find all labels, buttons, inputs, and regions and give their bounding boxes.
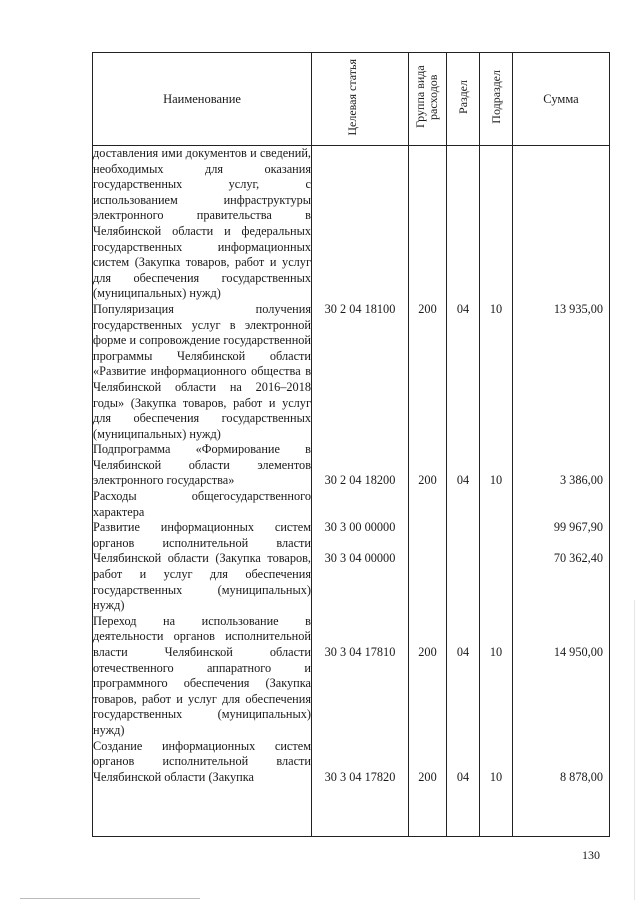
row-5-subsection: 10 bbox=[489, 645, 503, 659]
subsection-column bbox=[480, 146, 513, 837]
row-1-name: доставления ими документов и сведений, необходимых для оказания государственных услуг, с использованием инфраструктуры электронного правительства в Челябинской области и федеральных государственных информационных систем (Закупка товаров, работ и услуг для обеспечения государственных (муниципальных) нужд) bbox=[93, 146, 311, 301]
row-6-code: 30 3 04 17820 bbox=[324, 770, 396, 784]
row-2-sum: 3 386,00 bbox=[559, 473, 603, 487]
row-7-name: Создание информационных систем органов исполнительной власти Челябинской области (Закупка bbox=[93, 738, 311, 784]
budget-table bbox=[92, 52, 610, 837]
row-1-section: 04 bbox=[456, 302, 470, 316]
row-3-code: 30 3 00 00000 bbox=[324, 520, 396, 534]
row-4-sum: 70 362,40 bbox=[553, 551, 603, 565]
header-subsection: Подраздел bbox=[480, 53, 513, 146]
row-6-subsection: 10 bbox=[489, 770, 503, 784]
row-5-code: 30 3 04 17810 bbox=[324, 645, 396, 659]
section-column bbox=[447, 146, 480, 837]
row-6-sum: 8 878,00 bbox=[559, 770, 603, 784]
row-2-group: 200 bbox=[418, 473, 437, 487]
row-6-group: 200 bbox=[418, 770, 437, 784]
row-5-name: Развитие информационных систем органов исполнительной власти Челябинской области (Закупка товаров, работ и услуг для обеспечения государственных (муниципальных) нужд) bbox=[93, 520, 311, 613]
row-1-group: 200 bbox=[418, 302, 437, 316]
row-1-sum: 13 935,00 bbox=[553, 302, 603, 316]
row-4-code: 30 3 04 00000 bbox=[324, 551, 396, 565]
row-5-group: 200 bbox=[418, 645, 437, 659]
row-3-name: Подпрограмма «Формирование в Челябинской области элементов электронного государства» bbox=[93, 442, 311, 488]
group-column bbox=[409, 146, 447, 837]
footer-rule bbox=[20, 898, 200, 899]
header-group: Группа вида расходов bbox=[409, 53, 447, 146]
row-1-code: 30 2 04 18100 bbox=[324, 302, 396, 316]
row-2-section: 04 bbox=[456, 473, 470, 487]
row-5-sum: 14 950,00 bbox=[553, 645, 603, 659]
row-2-subsection: 10 bbox=[489, 473, 503, 487]
row-4-name: Расходы общегосударственного характера bbox=[93, 489, 311, 519]
row-6-section: 04 bbox=[456, 770, 470, 784]
header-section: Раздел bbox=[447, 53, 480, 146]
row-6-name: Переход на использование в деятельности органов исполнительной власти Челябинской области отечественного аппаратного и программного обеспечения (Закупка товаров, работ и услуг для обеспечения государственных (муниципальных) нужд) bbox=[93, 613, 311, 737]
sum-column bbox=[513, 146, 610, 837]
row-3-sum: 99 967,90 bbox=[553, 520, 603, 534]
table-header-row bbox=[93, 53, 610, 146]
row-2-name: Популяризация получения государственных услуг в электронной форме и сопровождение государственной программы Челябинской области «Развитие информационного общества в Челябинской области на 2016–2018 годы» (Закупка товаров, работ и услуг для обеспечения государственных (муниципальных) нужд) bbox=[93, 301, 311, 441]
row-5-section: 04 bbox=[456, 645, 470, 659]
code-column bbox=[312, 146, 409, 837]
row-1-subsection: 10 bbox=[489, 302, 503, 316]
header-name: Наименование bbox=[93, 53, 312, 146]
page-number: 130 bbox=[582, 848, 600, 862]
table-body-row bbox=[93, 146, 610, 837]
row-2-code: 30 2 04 18200 bbox=[324, 473, 396, 487]
scan-edge bbox=[634, 600, 635, 900]
name-column bbox=[93, 146, 312, 837]
header-target: Целевая статья bbox=[312, 53, 409, 146]
header-sum: Сумма bbox=[513, 53, 610, 146]
